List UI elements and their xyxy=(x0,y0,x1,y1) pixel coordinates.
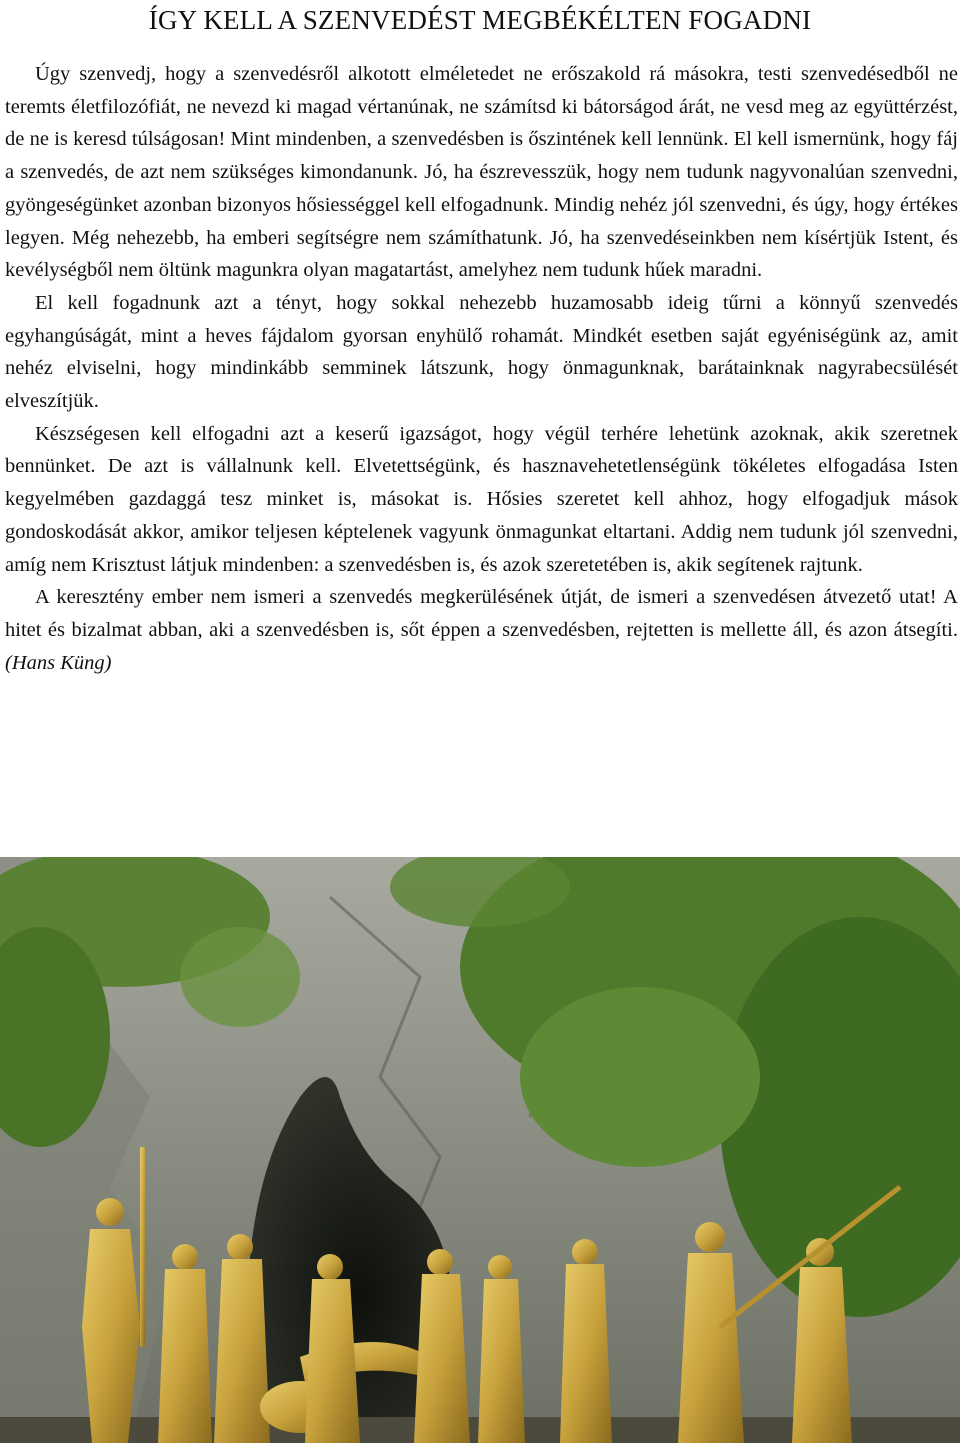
paragraph-1: Úgy szenvedj, hogy a szenvedésről alkotott elméletedet ne erőszakold rá másokra, testi szenvedésedből ne teremts életfilozófiát, ne nevezd ki magad vértanúnak, ne számítsd ki bátorságod árát, ne vesd meg az együttérzést, de ne is keresd túlságosan! Mint mindenben, a szenvedésben is őszintének kell lennünk. El kell ismernünk, hogy fáj a szenvedés, de azt nem szükséges kimondanunk. Jó, ha észrevesszük, hogy nem tudunk nagyvonalúan szenvedni, gyöngeségünket azonban bizonyos hősiességgel kell elfogadnunk. Mindig nehéz jól szenvedni, és úgy, hogy értékes legyen. Még nehezebb, ha emberi segítségre nem számíthatunk. Jó, ha szenvedéseinkben nem kísértjük Istent, és kevélységből nem öltünk magunkra olyan magatartást, amelyhez nem tudunk hűek maradni. xyxy=(5,63,958,282)
paragraph-4-text: A keresztény ember nem ismeri a szenvedés megkerülésének útját, de ismeri a szenvedésen átvezető utat! A hitet és bizalmat abban, aki a szenvedésben is, sőt éppen a szenvedésben, rejtetten is mellette áll, és azon átsegíti. xyxy=(5,586,958,641)
paragraph-3: Készségesen kell elfogadni azt a keserű igazságot, hogy végül terhére lehetünk azoknak, akik szeretnek bennünket. De azt is vállalnunk kell. Elvetettségünk, és hasznavehetetlenségünk tökéletes elfogadása Isten kegyelmében gazdaggá tesz minket is, másokat is. Hősies szeretet kell ahhoz, hogy elfogadjuk mások gondoskodását akkor, amikor teljesen képtelenek vagyunk önmagunkat eltartani. Addig nem tudunk jól szenvedni, amíg nem Krisztust látjuk mindenben: a szenvedésben is, és azok szeretetében is, akik segítenek rajtunk. xyxy=(5,422,958,576)
body-text xyxy=(5,58,958,679)
grotto-sculpture-photo xyxy=(0,857,960,1443)
paragraph-2: El kell fogadnunk azt a tényt, hogy sokkal nehezebb huzamosabb ideig tűrni a könnyű szenvedés egyhangúságát, mint a heves fájdalom gyorsan enyhülő rohamát. Mindkét esetben saját egyéniségünk az, amit nehéz elviselni, hogy mindinkább semminek látszunk, hogy önmagunknak, barátainknak nagyrabecsülését elveszítjük. xyxy=(5,291,958,413)
attribution: (Hans Küng) xyxy=(5,651,112,674)
photo-illustration xyxy=(0,857,960,1443)
page-title: ÍGY KELL A SZENVEDÉST MEGBÉKÉLTEN FOGADNI xyxy=(148,5,812,35)
paragraph-4 xyxy=(5,581,958,679)
